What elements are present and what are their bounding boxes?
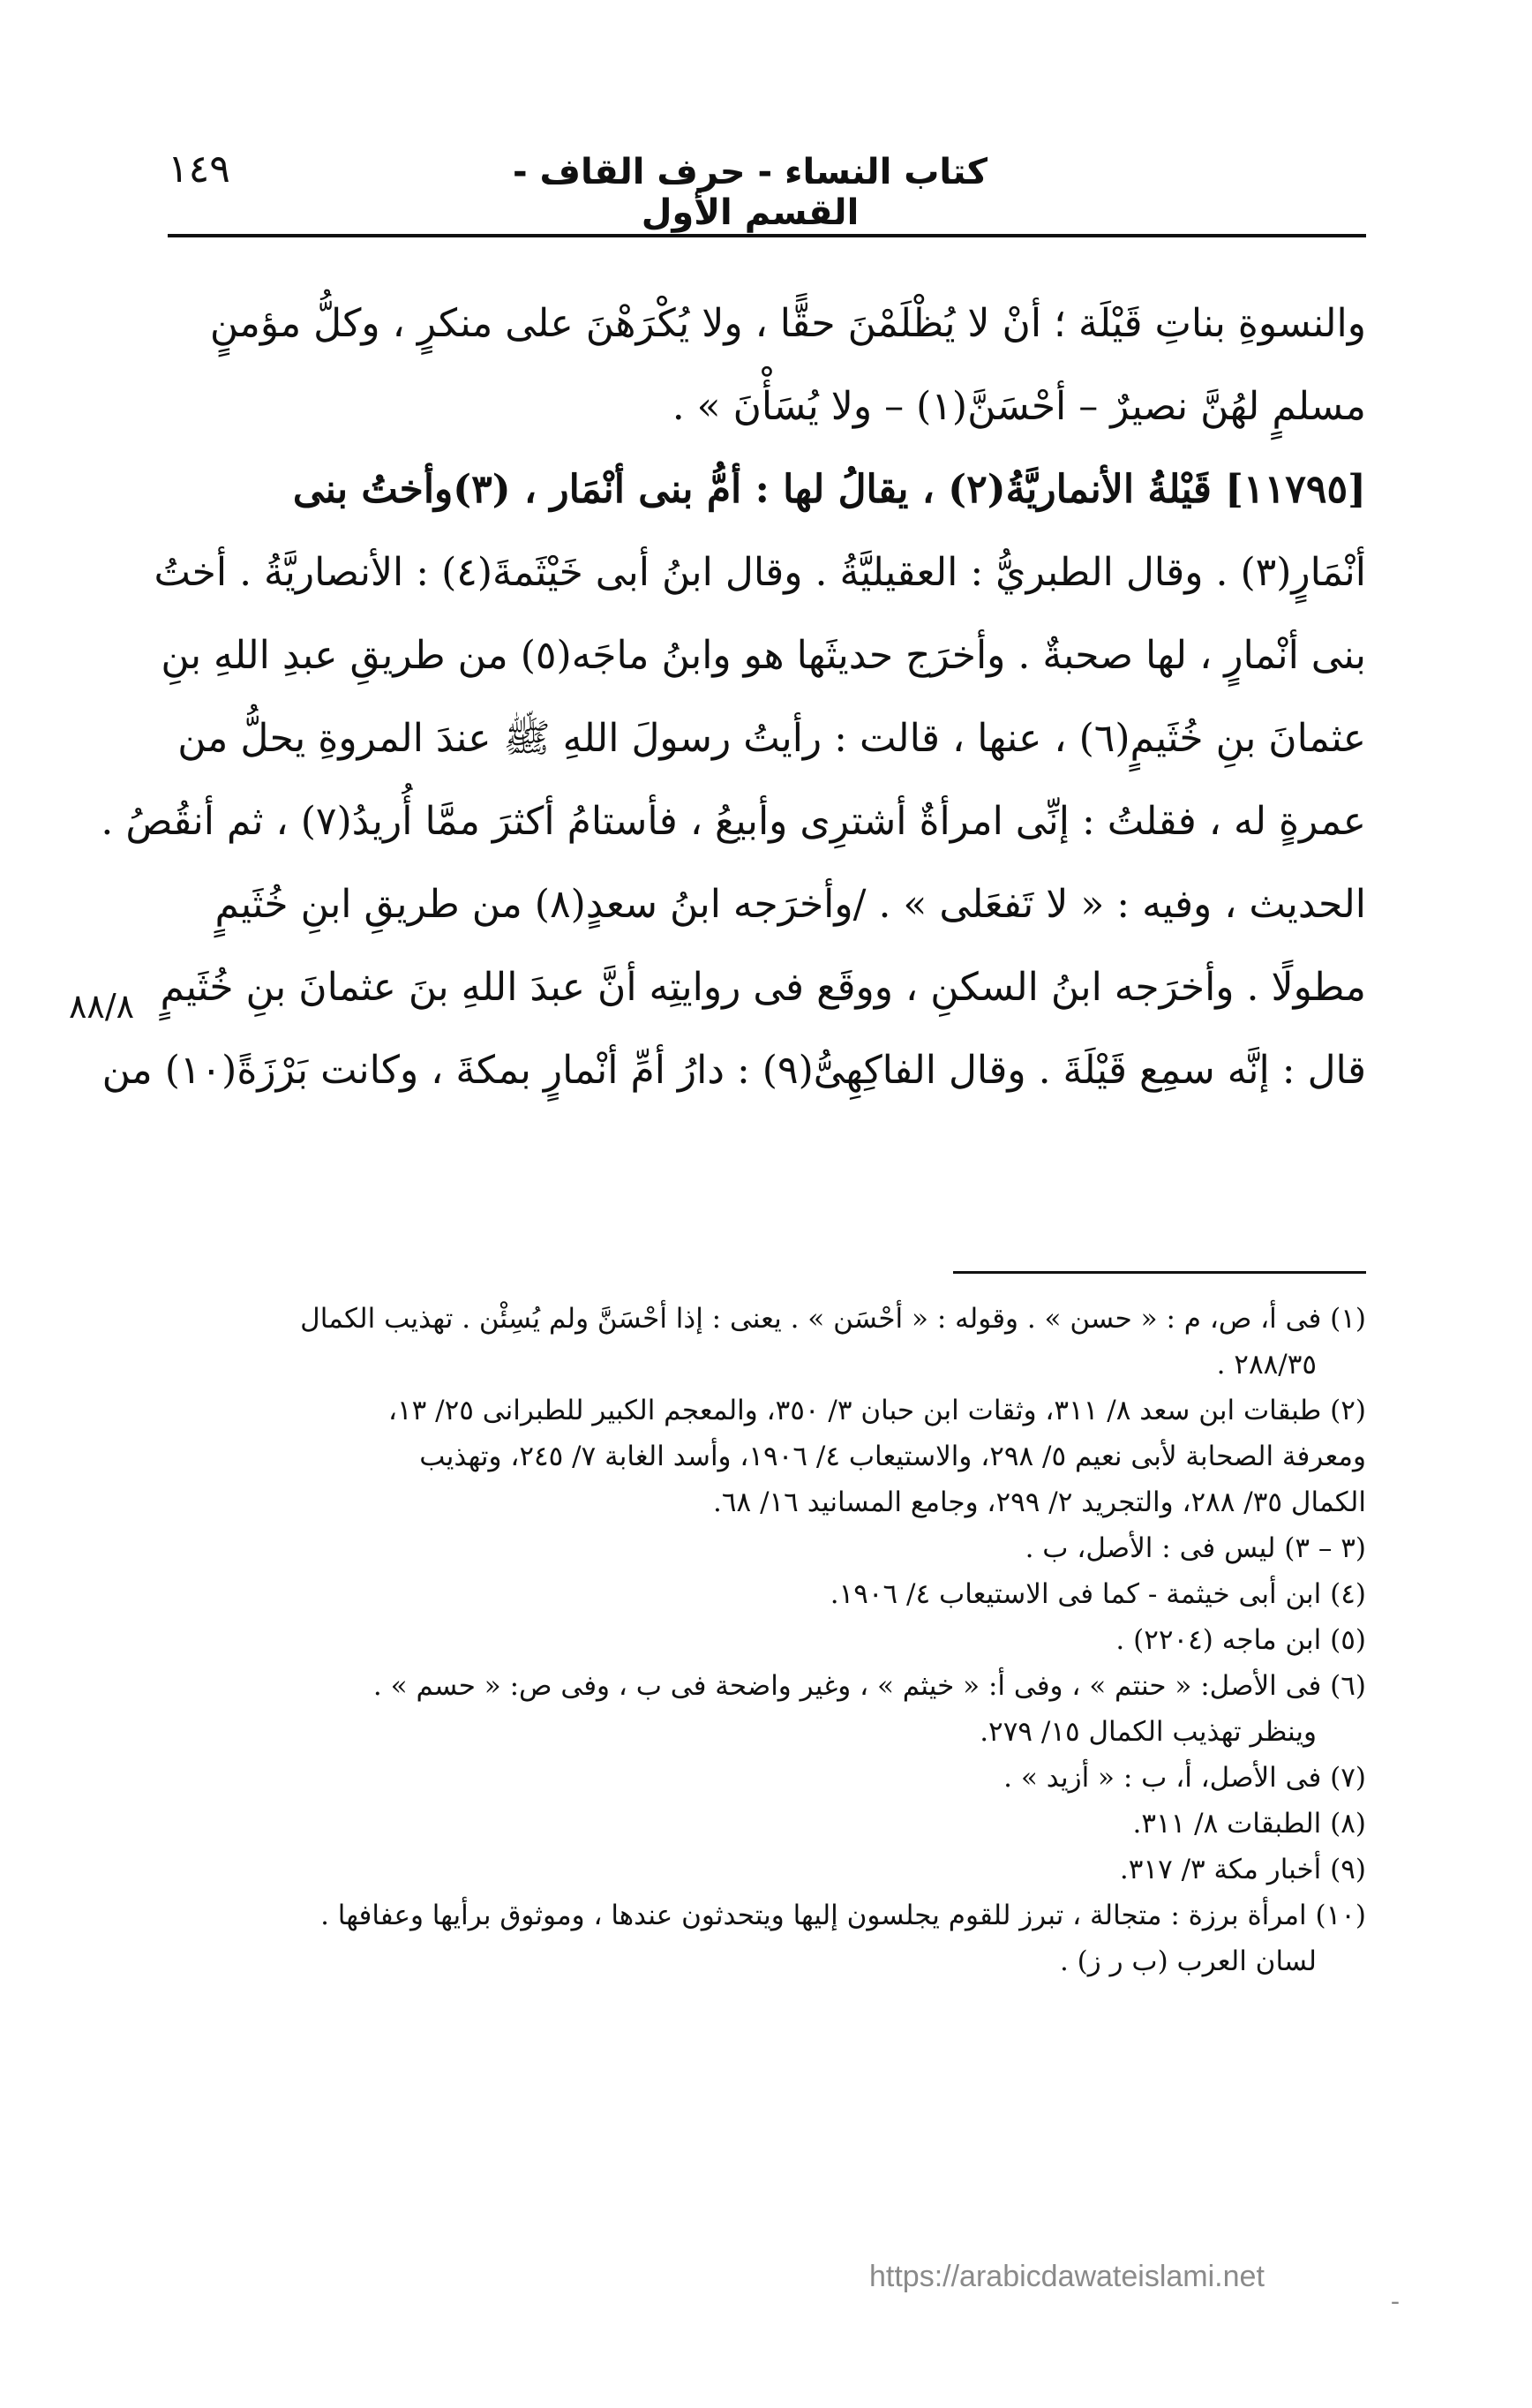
text-line: عثمانَ بنِ خُثَيمٍ(٦) ، عنها ، قالت : رأيتُ رسولَ اللهِ ﷺ عندَ المروةِ يحلُّ من — [177, 716, 1366, 761]
footnote-line: (٣ – ٣) ليس فى : الأصل، ب . — [1025, 1532, 1366, 1564]
header-divider — [168, 234, 1366, 237]
footnote-line: (٨) الطبقات ٨/ ٣١١. — [1132, 1808, 1366, 1840]
margin-reference: ٨٨/٨ — [69, 987, 135, 1026]
footnotes — [168, 1296, 1366, 1984]
watermark-url: https://arabicdawateislami.net — [869, 2260, 1265, 2293]
footnote-line: ومعرفة الصحابة لأبى نعيم ٥/ ٢٩٨، والاستيعاب ٤/ ١٩٠٦، وأسد الغابة ٧/ ٢٤٥، وتهذيب — [419, 1441, 1366, 1472]
footnote-line: (٢) طبقات ابن سعد ٨/ ٣١١، وثقات ابن حبان ٣/ ٣٥٠، والمعجم الكبير للطبرانى ٢٥/ ١٣، — [388, 1395, 1366, 1426]
footnote-line: الكمال ٣٥/ ٢٨٨، والتجريد ٢/ ٢٩٩، وجامع المسانيد ١٦/ ٦٨. — [713, 1486, 1366, 1518]
text-line: مسلمٍ لهُنَّ نصيرٌ – أحْسَنَّ(١) – ولا يُسَأْنَ » . — [672, 384, 1366, 429]
footnote-line: (١٠) امرأة برزة : متجالة ، تبرز للقوم يجلسون إليها ويتحدثون عندها ، وموثوق برأيها وعفافها . — [320, 1900, 1366, 1931]
footnote-line: (٩) أخبار مكة ٣/ ٣١٧. — [1119, 1854, 1366, 1885]
text-line: مطولًا . وأخرَجه ابنُ السكنِ ، ووقَع فى روايتِه أنَّ عبدَ اللهِ بنَ عثمانَ بنِ خُثَيمٍ — [160, 965, 1366, 1010]
footnote-line: (٧) فى الأصل، أ، ب : « أزيد » . — [1003, 1762, 1366, 1794]
entry-heading-line: [١١٧٩٥] قَيْلةُ الأنماريَّةُ(٢) ، يقالُ لها : أمُّ بنى أنْمَار ، (٣)وأختُ بنى — [292, 467, 1366, 512]
scan-mark: - — [1390, 2286, 1400, 2317]
footnote-line: (١) فى أ، ص، م : « حسن » . وقوله : « أحْسَن » . يعنى : إذا أحْسَنَّ ولم يُسِئْن . تهذيب الكمال — [300, 1303, 1366, 1335]
footnote-divider — [953, 1271, 1366, 1274]
footnote-line: ٢٨٨/٣٥ . — [1216, 1349, 1317, 1381]
footnote-line: (٦) فى الأصل: « حنتم » ، وفى أ: « خيثم » ، وغير واضحة فى ب ، وفى ص: « حسم » . — [372, 1670, 1366, 1702]
text-line: الحديث ، وفيه : « لا تَفعَلى » . /وأخرَجه ابنُ سعدٍ(٨) من طريقِ ابنِ خُثَيمٍ — [214, 882, 1366, 927]
page-number: ١٤٩ — [168, 147, 230, 192]
text-line: قال : إنَّه سمِع قَيْلَةَ . وقال الفاكِهِىُّ(٩) : دارُ أمِّ أنْمارٍ بمكةَ ، وكانت بَرْزَةً(١٠) من — [101, 1048, 1366, 1093]
footnote-line: (٥) ابن ماجه (٢٢٠٤) . — [1115, 1624, 1366, 1656]
text-line: عمرةٍ له ، فقلتُ : إنِّى امرأةٌ أشترِى وأبيعُ ، فأستامُ أكثرَ ممَّا أُريدُ(٧) ، ثم أنقُصُ . — [101, 799, 1366, 844]
footnote-line: (٤) ابن أبى خيثمة - كما فى الاستيعاب ٤/ ١٩٠٦. — [830, 1578, 1366, 1610]
footnote-line: لسان العرب (ب ر ز) . — [1059, 1945, 1317, 1977]
text-line: والنسوةِ بناتِ قَيْلَة ؛ أنْ لا يُظْلَمْنَ حقًّا ، ولا يُكْرَهْنَ على منكرٍ ، وكلُّ مؤمنٍ — [209, 301, 1366, 346]
footnote-line: وينظر تهذيب الكمال ١٥/ ٢٧٩. — [980, 1716, 1317, 1748]
text-line: بنى أنْمارٍ ، لها صحبةٌ . وأخرَج حديثَها هو وابنُ ماجَه(٥) من طريقِ عبدِ اللهِ بنِ — [161, 633, 1366, 678]
running-header-title: كتاب النساء - حرف القاف - القسم الأول — [512, 152, 988, 233]
text-line: أنْمَارٍ(٣) . وقال الطبريُّ : العقيليَّةُ . وقال ابنُ أبى خَيْثَمةَ(٤) : الأنصاريَّةُ . أختُ — [154, 550, 1366, 595]
